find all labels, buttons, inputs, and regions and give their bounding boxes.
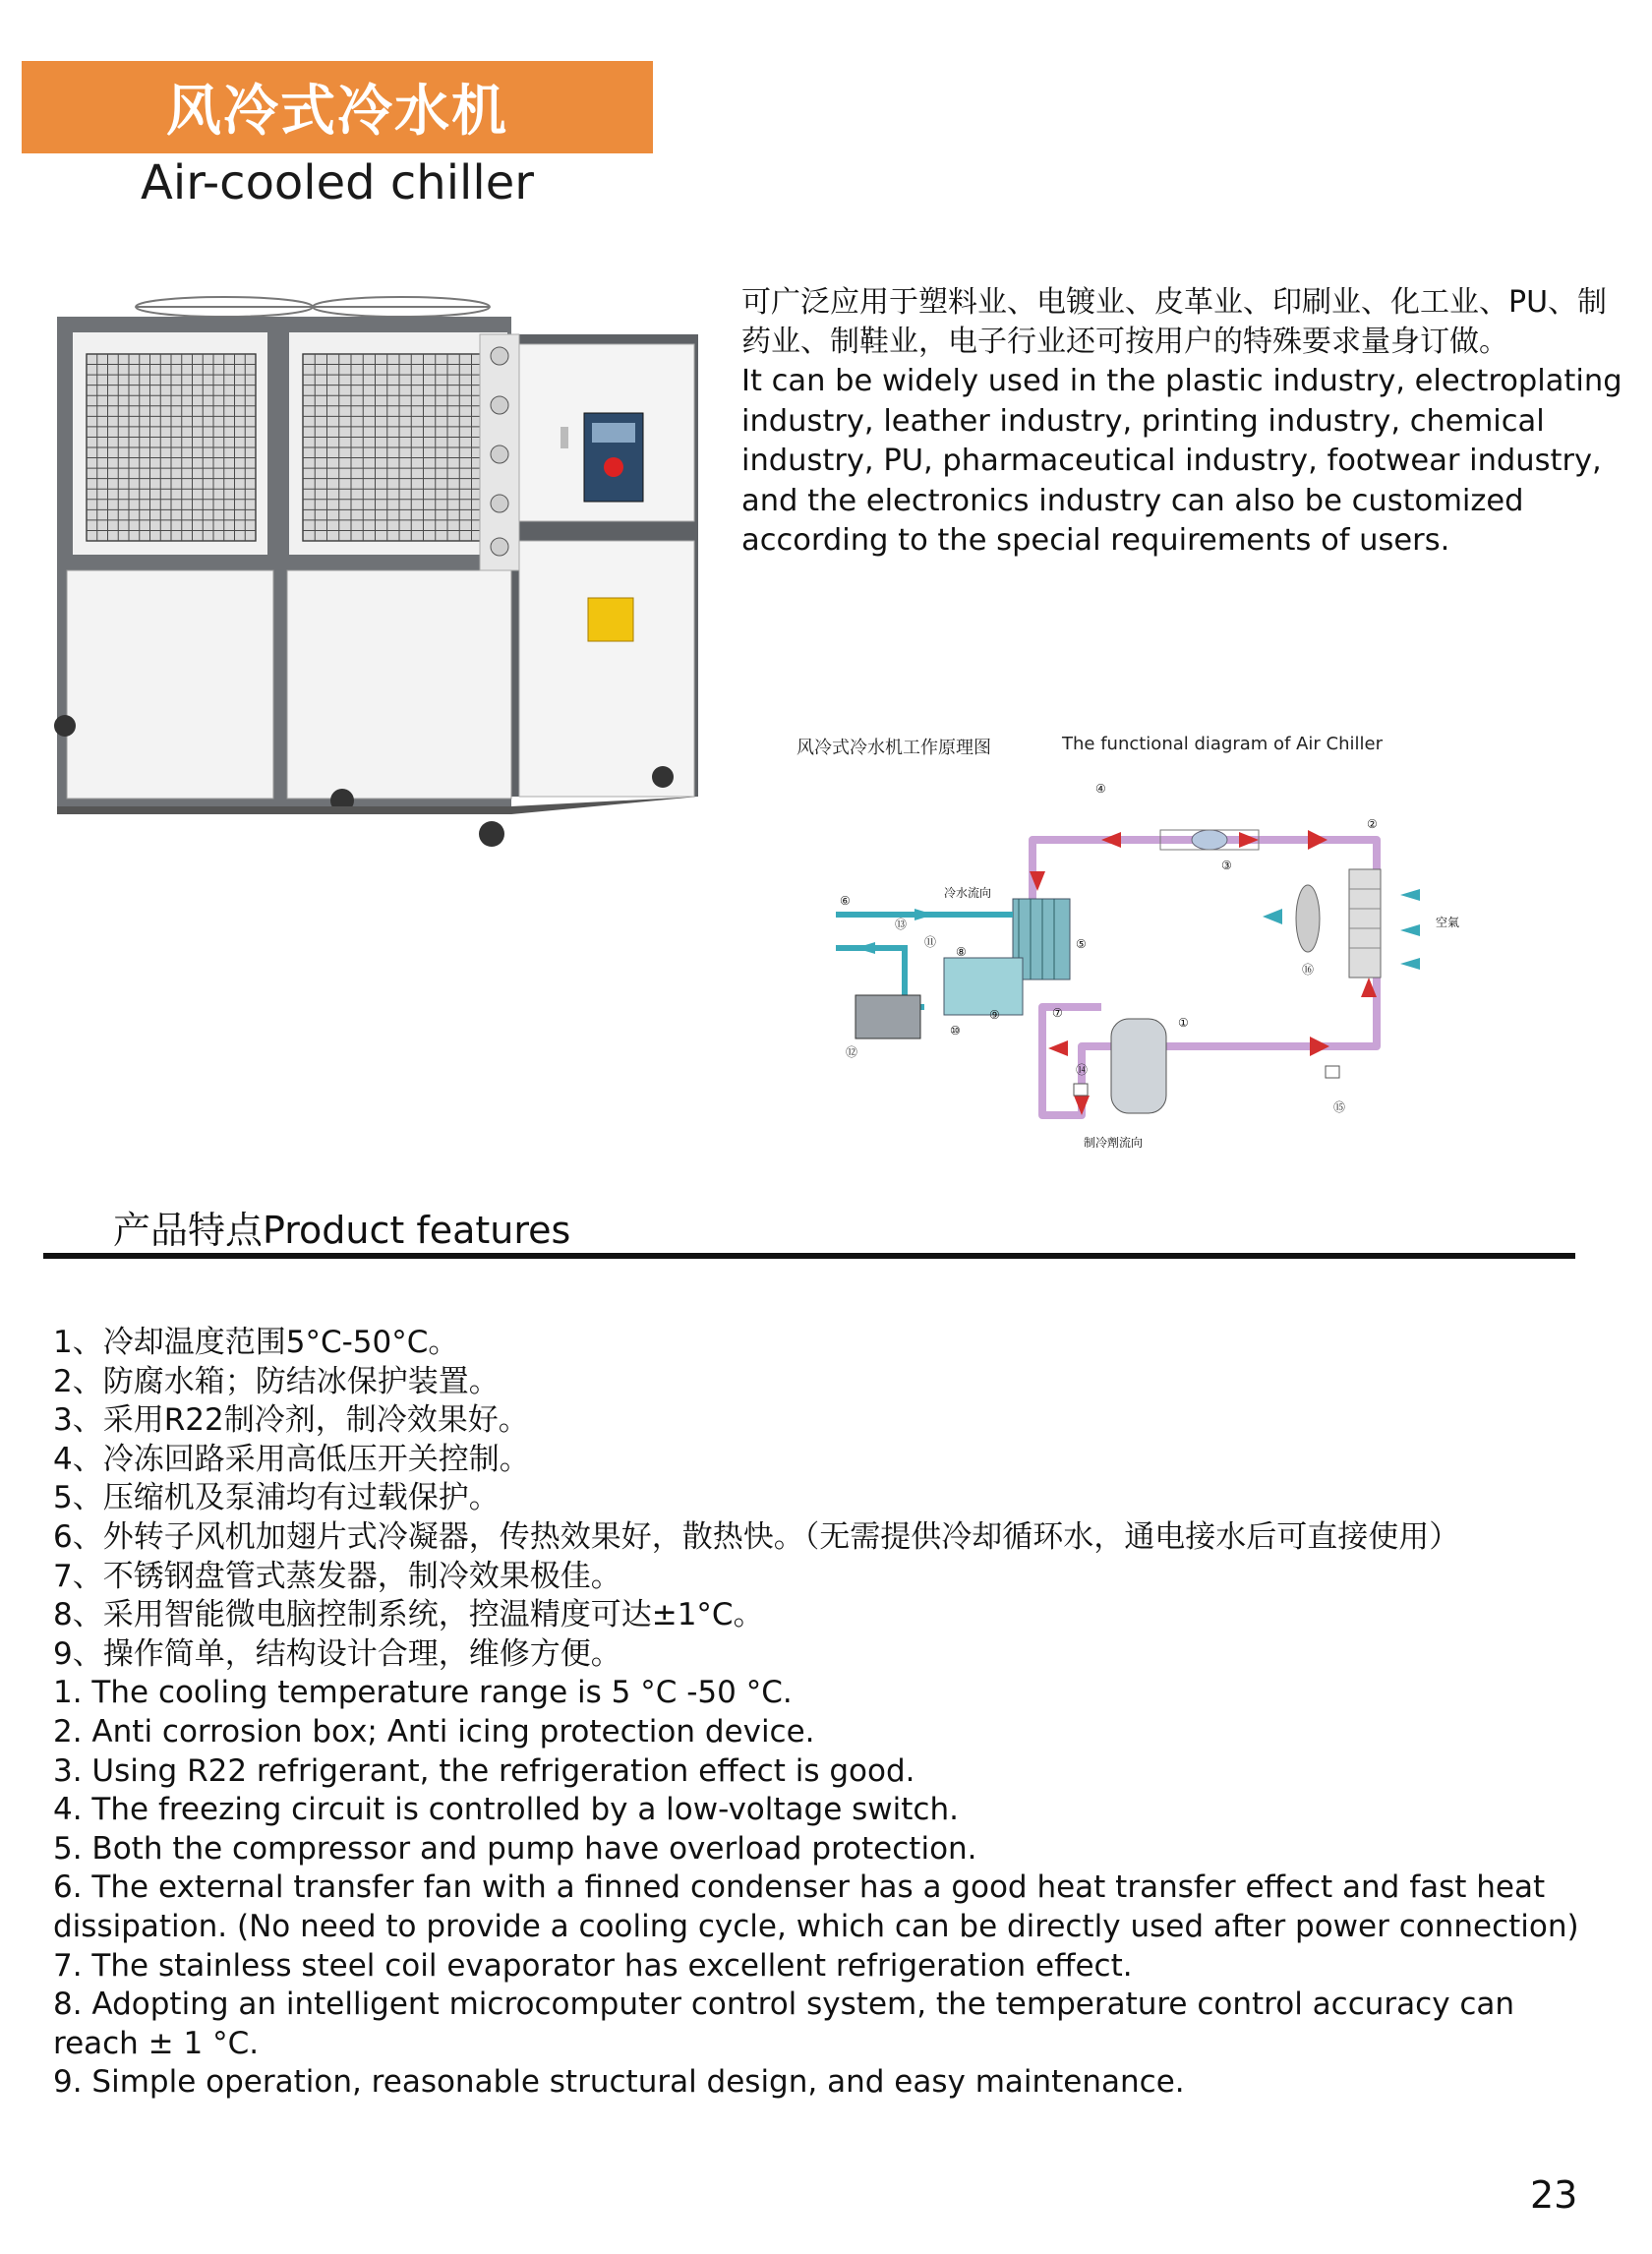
diagram-number: ② <box>1367 817 1378 831</box>
feature-item-cn: 6、外转子风机加翅片式冷凝器，传热效果好，散热快。（无需提供冷却循环水，通电接水后可直接使用） <box>53 1518 1460 1555</box>
intro-text-en: It can be widely used in the plastic industry, electroplating industry, leather industry, printing industry, chemical industry, PU, pharmaceutical industry, footwear industry, and the electronics industry can also be customized according to the special requirements of users. <box>741 364 1622 558</box>
page-title: 风冷式冷水机 <box>22 61 653 153</box>
feature-item-en: 1. The cooling temperature range is 5 °C -50 °C. <box>53 1675 793 1711</box>
feature-item-cn: 4、冷冻回路采用高低压开关控制。 <box>53 1441 530 1477</box>
fan-guard-icon <box>136 297 490 317</box>
feature-item-cn: 3、采用R22制冷剂，制冷效果好。 <box>53 1402 529 1439</box>
refrigerant-flow-label: 制冷劑流向 <box>1084 1136 1144 1150</box>
air-arrow-icon <box>1263 889 1420 970</box>
feature-item-cn: 2、防腐水箱；防结冰保护装置。 <box>53 1363 500 1399</box>
air-label: 空氣 <box>1436 916 1460 929</box>
diagram-number: ③ <box>1221 859 1232 872</box>
feature-item-en: 5. Both the compressor and pump have overload protection. <box>53 1830 977 1867</box>
feature-item-cn: 5、压缩机及泵浦均有过载保护。 <box>53 1480 500 1516</box>
diagram-number: ⑮ <box>1333 1100 1346 1114</box>
feature-item-en: 7. The stainless steel coil evaporator has excellent refrigeration effect. <box>53 1947 1133 1984</box>
diagram-number: ⑭ <box>1076 1063 1089 1077</box>
features-divider <box>43 1253 1575 1259</box>
diagram-number: ⑩ <box>950 1024 961 1038</box>
intro-text <box>741 283 1626 562</box>
feature-item-en: 6. The external transfer fan with a finned condenser has a good heat transfer effect and fast heat dissipation. (No need to provide a cooling cycle, which can be directly used after power connection) <box>53 1869 1579 1944</box>
diagram-number: ⑤ <box>1076 937 1087 951</box>
feature-item-cn: 1、冷却温度范围5°C-50°C。 <box>53 1325 459 1360</box>
feature-item-cn: 9、操作简单，结构设计合理，维修方便。 <box>53 1635 621 1672</box>
diagram-number: ⑫ <box>846 1045 858 1059</box>
diagram-number: ⑨ <box>989 1008 1000 1022</box>
diagram-number: ⑧ <box>956 945 967 959</box>
features-list <box>53 1324 1587 2103</box>
diagram-number: ⑬ <box>895 918 908 931</box>
page-number: 23 <box>1530 2173 1578 2217</box>
feature-item-en: 8. Adopting an intelligent microcomputer control system, the temperature control accuracy can reach ± 1 °C. <box>53 1987 1524 2061</box>
diagram-number: ④ <box>1095 782 1106 796</box>
diagram-title-cn: 风冷式冷水机工作原理图 <box>796 738 991 758</box>
feature-item-cn: 7、不锈钢盘管式蒸发器，制冷效果极佳。 <box>53 1558 621 1594</box>
diagram-title-en: The functional diagram of Air Chiller <box>1062 734 1384 754</box>
diagram-number: ① <box>1178 1016 1189 1030</box>
feature-item-en: 2. Anti corrosion box; Anti icing protection device. <box>53 1713 815 1750</box>
refrigeration-cycle-diagram <box>796 761 1460 1150</box>
feature-item-en: 4. The freezing circuit is controlled by a low-voltage switch. <box>53 1792 959 1828</box>
chiller-machine-image <box>47 275 716 865</box>
functional-diagram <box>796 734 1460 1150</box>
diagram-number: ⑥ <box>840 894 851 908</box>
intro-text-cn: 可广泛应用于塑料业、电镀业、皮革业、印刷业、化工业、PU、制药业、制鞋业，电子行业还可按用户的特殊要求量身订做。 <box>741 285 1608 359</box>
page-subtitle: Air-cooled chiller <box>141 155 534 210</box>
feature-item-en: 9. Simple operation, reasonable structural design, and easy maintenance. <box>53 2064 1185 2101</box>
diagram-number: ⑪ <box>924 935 937 949</box>
features-heading: 产品特点Product features <box>113 1209 571 1252</box>
feature-item-en: 3. Using R22 refrigerant, the refrigeration effect is good. <box>53 1752 915 1789</box>
diagram-number: ⑦ <box>1052 1006 1063 1020</box>
diagram-number: ⑯ <box>1302 963 1315 977</box>
water-flow-label: 冷水流向 <box>944 886 992 900</box>
feature-item-cn: 8、采用智能微电脑控制系统，控温精度可达±1°C。 <box>53 1597 764 1633</box>
